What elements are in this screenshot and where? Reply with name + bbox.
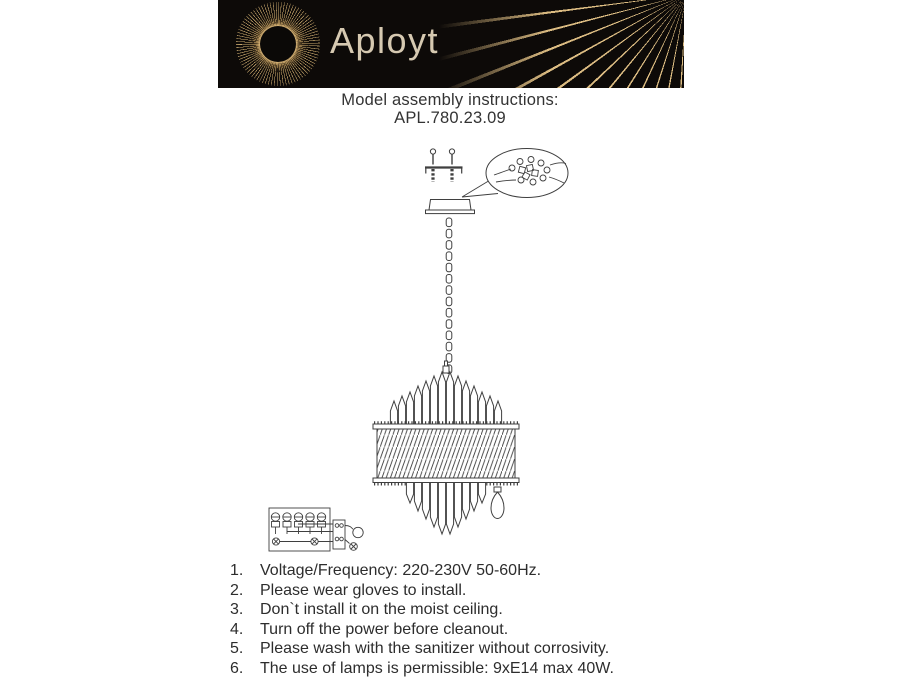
decorative-rays-fade <box>439 0 684 88</box>
sunburst-center <box>260 26 296 62</box>
crystal-spikes-bottom <box>406 483 485 535</box>
title-block <box>0 91 900 127</box>
instruction-text: Don`t install it on the moist ceiling. <box>260 600 503 620</box>
connector-block <box>333 520 345 549</box>
lamp-symbol <box>353 527 363 537</box>
instruction-item <box>230 561 614 581</box>
brand-name: Aployt <box>330 20 439 62</box>
brand-banner <box>218 0 684 88</box>
instruction-text: Please wash with the sanitizer without corrosivity. <box>260 639 609 659</box>
instruction-number: 5. <box>230 639 260 659</box>
instruction-item <box>230 620 614 640</box>
instruction-item <box>230 639 614 659</box>
wiring-diagram <box>269 508 363 551</box>
instruction-number: 1. <box>230 561 260 581</box>
chain <box>446 218 452 374</box>
ground-symbol <box>350 543 358 551</box>
instruction-number: 4. <box>230 620 260 640</box>
instruction-text: Voltage/Frequency: 220-230V 50-60Hz. <box>260 561 541 581</box>
mounting-screws-icon <box>430 149 454 182</box>
drum-shade <box>373 423 519 485</box>
sunburst-logo-icon <box>236 2 320 86</box>
model-number: APL.780.23.09 <box>0 109 900 127</box>
instruction-item <box>230 581 614 601</box>
bulb-icon <box>491 487 504 519</box>
instruction-text: The use of lamps is permissible: 9xE14 max 40W. <box>260 659 614 678</box>
instruction-item <box>230 600 614 620</box>
instruction-item <box>230 659 614 678</box>
instructions-heading: Model assembly instructions: <box>0 91 900 109</box>
ceiling-canopy <box>426 200 475 214</box>
terminal-screws <box>271 513 325 534</box>
instruction-number: 6. <box>230 659 260 678</box>
assembly-diagram <box>250 135 590 565</box>
mounting-bracket <box>425 168 463 174</box>
instruction-text: Please wear gloves to install. <box>260 581 466 601</box>
wiring-detail-callout <box>462 149 568 198</box>
instruction-number: 3. <box>230 600 260 620</box>
crystal-spikes-top <box>390 361 501 424</box>
instructions-list <box>230 561 614 678</box>
instruction-number: 2. <box>230 581 260 601</box>
instruction-text: Turn off the power before cleanout. <box>260 620 508 640</box>
